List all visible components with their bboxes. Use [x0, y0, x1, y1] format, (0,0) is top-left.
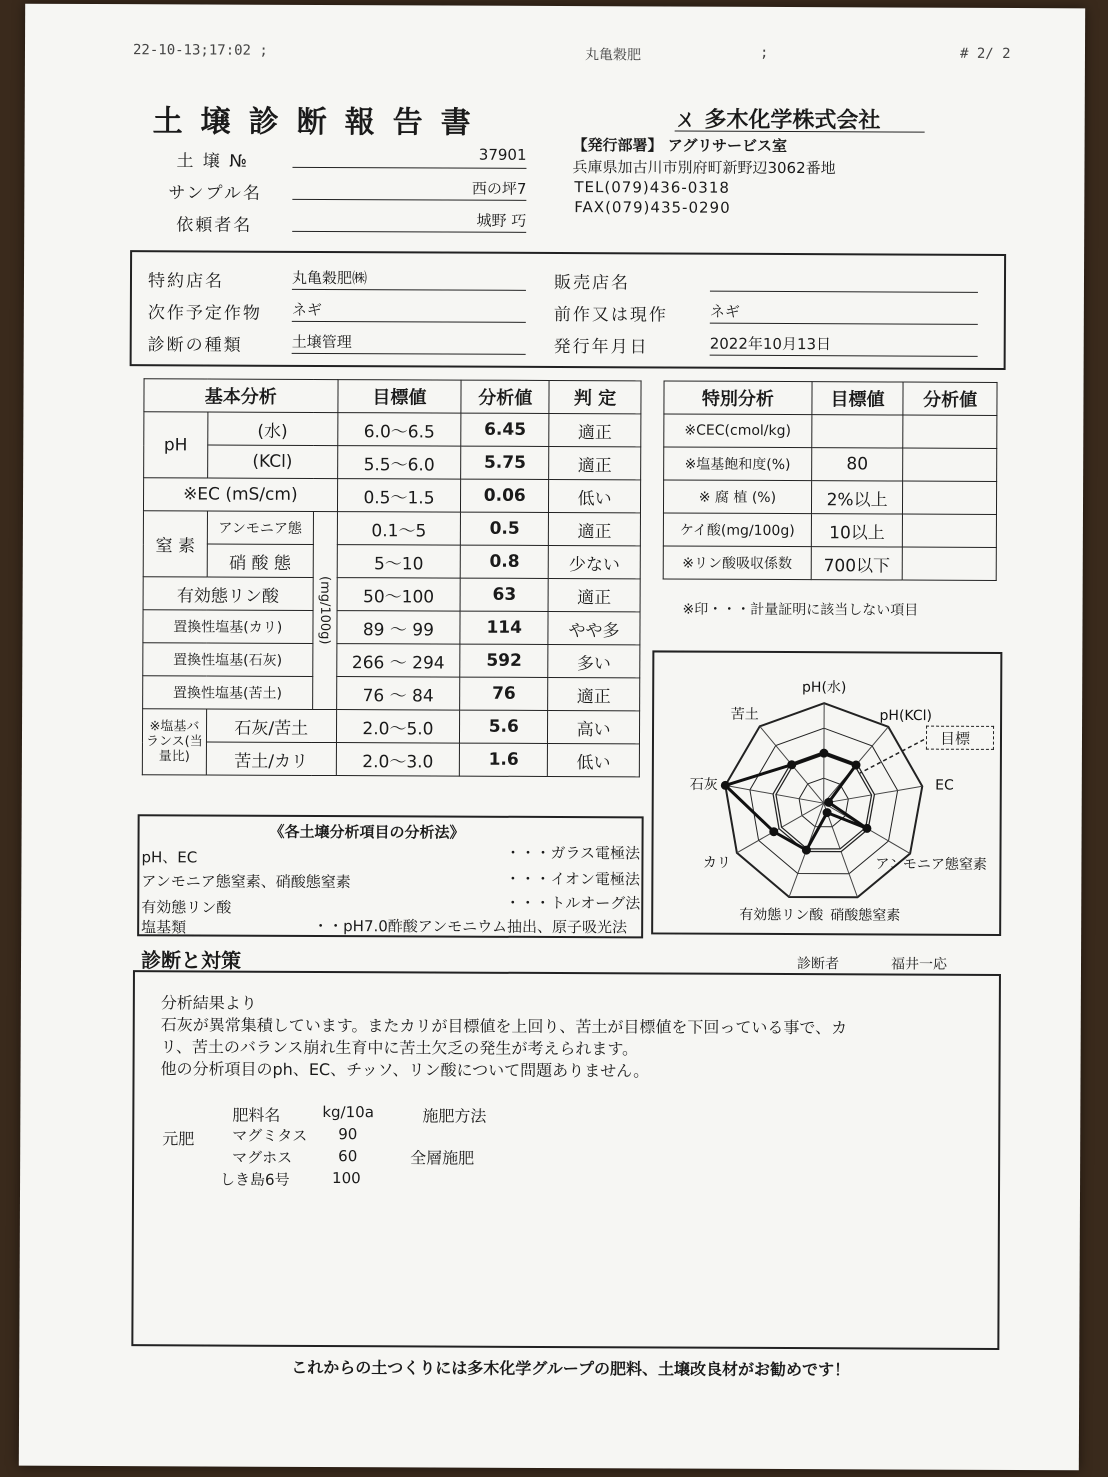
- radar-point: [787, 760, 796, 769]
- row-value: 0.5: [461, 512, 549, 545]
- row-value: 5.75: [461, 446, 549, 479]
- radar-point: [802, 846, 811, 855]
- logo-mark-icon: ㄨ: [674, 107, 697, 133]
- row-value: 1.6: [460, 743, 548, 776]
- diagnoser-name: 福井一応: [890, 956, 948, 973]
- method-item: 塩基類: [141, 918, 187, 937]
- basic-header-value: 分析値: [461, 380, 549, 413]
- row-target: 80: [811, 448, 903, 481]
- row-judge: 高い: [548, 710, 640, 743]
- radar-point: [769, 827, 778, 836]
- basic-analysis-table: [142, 378, 642, 777]
- basic-header-target: 目標値: [338, 380, 462, 414]
- dealer-label: 特約店名: [147, 271, 225, 292]
- method-name: ・・pH7.0酢酸アンモニウム抽出、原子吸光法: [313, 916, 628, 937]
- row-judge: 適正: [549, 512, 641, 545]
- row-target: 50〜100: [337, 578, 461, 612]
- row-target: 6.0〜6.5: [337, 413, 461, 447]
- fert-method: 全層施肥: [410, 1148, 475, 1168]
- row-value: 0.06: [461, 479, 549, 512]
- row-item: 置換性塩基(苦土): [143, 676, 313, 710]
- radar-axis-label: 硝酸態窒素: [830, 907, 901, 924]
- diag-type-value: 土壌管理: [292, 331, 526, 355]
- sample-name-label: サンプル名: [168, 183, 262, 204]
- row-target: [812, 415, 904, 448]
- fert-amount: 60: [338, 1147, 358, 1166]
- fert-amount: 100: [332, 1169, 361, 1188]
- radar-axis-label: pH(水): [802, 679, 847, 696]
- radar-axis-label: 有効態リン酸: [739, 907, 824, 924]
- radar-chart: [653, 652, 1000, 934]
- report-paper: [19, 4, 1085, 1471]
- diagnoser-label: 診断者: [796, 956, 840, 973]
- prev-crop-label: 前作又は現作: [553, 305, 668, 326]
- special-header-item: 特別分析: [664, 381, 812, 415]
- fert-name: しき島6号: [220, 1170, 290, 1189]
- report-title: 土壌診断報告書: [152, 104, 489, 141]
- row-item: 置換性塩基(カリ): [143, 610, 313, 644]
- method-item: 有効態リン酸: [141, 898, 232, 917]
- diagnosis-title: 診断と対策: [140, 948, 242, 973]
- row-item: ※EC (mS/cm): [143, 478, 337, 512]
- company-tel: TEL(079)436-0318: [574, 178, 730, 197]
- method-name: ・・・トルオーグ法: [505, 893, 641, 913]
- row-target: 10以上: [811, 514, 903, 547]
- row-value: 63: [460, 578, 548, 611]
- radar-axis-label: アンモニア態窒素: [875, 856, 987, 873]
- special-note: ※印・・・計量証明に該当しない項目: [682, 601, 919, 619]
- row-target: 2%以上: [811, 481, 903, 514]
- row-item: (KCl): [208, 445, 338, 479]
- row-value: 6.45: [461, 413, 549, 446]
- next-crop-label: 次作予定作物: [147, 303, 262, 324]
- nitrogen-group-label: 窒 素: [143, 511, 207, 577]
- row-target: 266 〜 294: [336, 644, 460, 678]
- company-fax: FAX(079)435-0290: [574, 198, 731, 217]
- table-row: [143, 577, 640, 612]
- shop-label: 販売店名: [553, 273, 631, 294]
- table-row: [143, 610, 640, 645]
- row-judge: 低い: [548, 743, 640, 776]
- table-row: [663, 480, 996, 514]
- fert-header-method: 施肥方法: [422, 1106, 487, 1126]
- row-target: 0.1〜5: [337, 512, 461, 546]
- next-crop-value: ネギ: [292, 299, 526, 323]
- row-item: ※リン酸吸収係数: [663, 546, 811, 580]
- radar-chart-box: [651, 650, 1002, 936]
- ph-group-label: pH: [144, 412, 208, 478]
- issue-date-label: 発行年月日: [553, 337, 649, 358]
- row-value: [903, 547, 997, 580]
- row-target: 5〜10: [337, 545, 461, 579]
- fax-timestamp: 22-10-13;17:02 ;: [132, 42, 268, 59]
- shop-value: [710, 269, 978, 293]
- legend-label: 目標: [939, 729, 971, 748]
- basic-header-row: [144, 379, 641, 414]
- row-item: 硝 酸 態: [207, 544, 313, 577]
- table-row: [663, 546, 996, 580]
- method-item: pH、EC: [141, 848, 198, 867]
- row-value: [903, 481, 997, 514]
- radar-point: [819, 749, 828, 758]
- row-target: 76 〜 84: [336, 677, 460, 711]
- special-header-target: 目標値: [812, 382, 904, 415]
- fert-name: マグホス: [232, 1148, 293, 1167]
- table-row: [143, 544, 640, 579]
- row-item: ※塩基飽和度(%): [664, 447, 812, 481]
- diagnosis-line: 石灰が異常集積しています。またカリが目標値を上回り、苦土が目標値を下回っている事で、カ: [160, 1015, 848, 1038]
- row-item: ケイ酸(mg/100g): [663, 513, 811, 547]
- soil-no-value: 37901: [292, 145, 526, 169]
- company-address: 兵庫県加古川市別府町新野辺3062番地: [572, 158, 836, 178]
- radar-point: [824, 798, 833, 807]
- method-name: ・・・イオン電極法: [505, 869, 640, 889]
- row-item: (水): [208, 412, 338, 446]
- fax-separator: ;: [759, 44, 769, 61]
- base-fert-label: 元肥: [162, 1129, 195, 1149]
- company-name: 多木化学株式会社: [704, 107, 881, 134]
- row-judge: 適正: [549, 446, 641, 479]
- radar-point: [852, 761, 861, 770]
- special-header-value: 分析値: [903, 382, 997, 415]
- table-row: [143, 511, 640, 546]
- footer-slogan: これからの土つくりには多木化学グループの肥料、土壌改良材がお勧めです！: [291, 1357, 851, 1380]
- radar-axis-label: 石灰: [689, 777, 718, 794]
- row-value: 592: [460, 644, 548, 677]
- row-item: 有効態リン酸: [143, 577, 313, 611]
- client-label: 依頼者名: [176, 215, 253, 236]
- unit-label: (mg/100g): [312, 511, 337, 709]
- company-dept: 【発行部署】 アグリサービス室: [572, 136, 788, 156]
- row-value: 114: [460, 611, 548, 644]
- radar-point: [862, 824, 871, 833]
- basic-header-judge: 判 定: [549, 380, 641, 413]
- table-row: [143, 676, 640, 711]
- radar-axis-label: カリ: [702, 855, 731, 872]
- company-logo: [675, 103, 881, 135]
- radar-measured-series: [725, 753, 867, 851]
- dealer-value: 丸亀穀肥㈱: [292, 267, 526, 291]
- radar-axis-label: 苦土: [730, 706, 759, 723]
- row-target: 0.5〜1.5: [337, 479, 461, 513]
- table-row: [144, 412, 641, 447]
- table-row: [143, 643, 640, 678]
- row-target: 89 〜 99: [336, 611, 460, 645]
- row-target: 700以下: [811, 547, 903, 580]
- row-value: 76: [460, 677, 548, 710]
- row-judge: 適正: [549, 413, 641, 446]
- table-row: [143, 478, 640, 513]
- row-judge: 少ない: [548, 545, 640, 578]
- diagnosis-line: リ、苦土のバランス崩れ生育中に苦土欠乏の発生が考えられます。: [160, 1037, 639, 1059]
- table-row: [144, 445, 641, 480]
- special-header-row: [664, 381, 997, 415]
- diagnosis-line: 他の分析項目のph、EC、チッソ、リン酸について問題ありません。: [160, 1059, 650, 1081]
- row-judge: 低い: [549, 479, 641, 512]
- diag-type-label: 診断の種類: [147, 335, 243, 356]
- table-row: [664, 447, 997, 481]
- basic-header-item: 基本分析: [144, 379, 338, 413]
- issue-date-value: 2022年10月13日: [710, 333, 978, 357]
- row-item: ※CEC(cmol/kg): [664, 414, 812, 448]
- method-item: アンモニア態窒素、硝酸態窒素: [141, 872, 351, 892]
- row-target: 2.0〜5.0: [336, 710, 460, 744]
- diagnosis-line: 分析結果より: [160, 993, 257, 1013]
- table-row: [663, 513, 996, 547]
- row-value: [903, 514, 997, 547]
- client-value: 城野 巧: [292, 209, 526, 233]
- row-value: [903, 448, 997, 481]
- row-judge: 適正: [548, 578, 640, 611]
- row-item: 置換性塩基(石灰): [143, 643, 313, 677]
- balance-group-label: ※塩基バランス(当量比): [142, 709, 206, 775]
- row-target: 2.0〜3.0: [336, 743, 460, 777]
- row-judge: 多い: [548, 644, 640, 677]
- prev-crop-value: ネギ: [710, 301, 978, 325]
- row-item: 石灰/苦土: [206, 709, 336, 743]
- radar-point: [823, 808, 832, 817]
- sample-name-value: 西の坪7: [292, 177, 526, 201]
- fert-name: マグミタス: [232, 1126, 308, 1145]
- row-value: [903, 415, 997, 448]
- row-item: ※ 腐 植 (%): [663, 480, 811, 514]
- methods-title: 《各土壌分析項目の分析法》: [269, 822, 465, 842]
- row-judge: やや多: [548, 611, 640, 644]
- fert-header-amount: kg/10a: [322, 1103, 374, 1122]
- row-value: 5.6: [460, 710, 548, 743]
- fert-amount: 90: [338, 1125, 358, 1144]
- radar-axis-label: pH(KCl): [879, 707, 933, 725]
- table-row: [142, 742, 639, 777]
- special-analysis-table: [663, 380, 998, 580]
- row-target: 5.5〜6.0: [337, 446, 461, 480]
- row-judge: 適正: [548, 677, 640, 710]
- fert-header-name: 肥料名: [232, 1105, 281, 1125]
- row-item: 苦土/カリ: [206, 742, 336, 776]
- row-value: 0.8: [461, 545, 549, 578]
- soil-no-label: 土 壌 №: [176, 151, 250, 172]
- table-row: [664, 414, 997, 448]
- table-row: [142, 709, 639, 744]
- fax-sender: 丸亀穀肥: [584, 47, 642, 64]
- legend-pointer: [860, 739, 924, 773]
- method-name: ・・・ガラス電極法: [505, 843, 641, 863]
- row-item: アンモニア態: [207, 511, 313, 544]
- fax-page: # 2/ 2: [959, 45, 1011, 62]
- radar-axis-label: EC: [935, 777, 954, 794]
- radar-point: [721, 781, 730, 790]
